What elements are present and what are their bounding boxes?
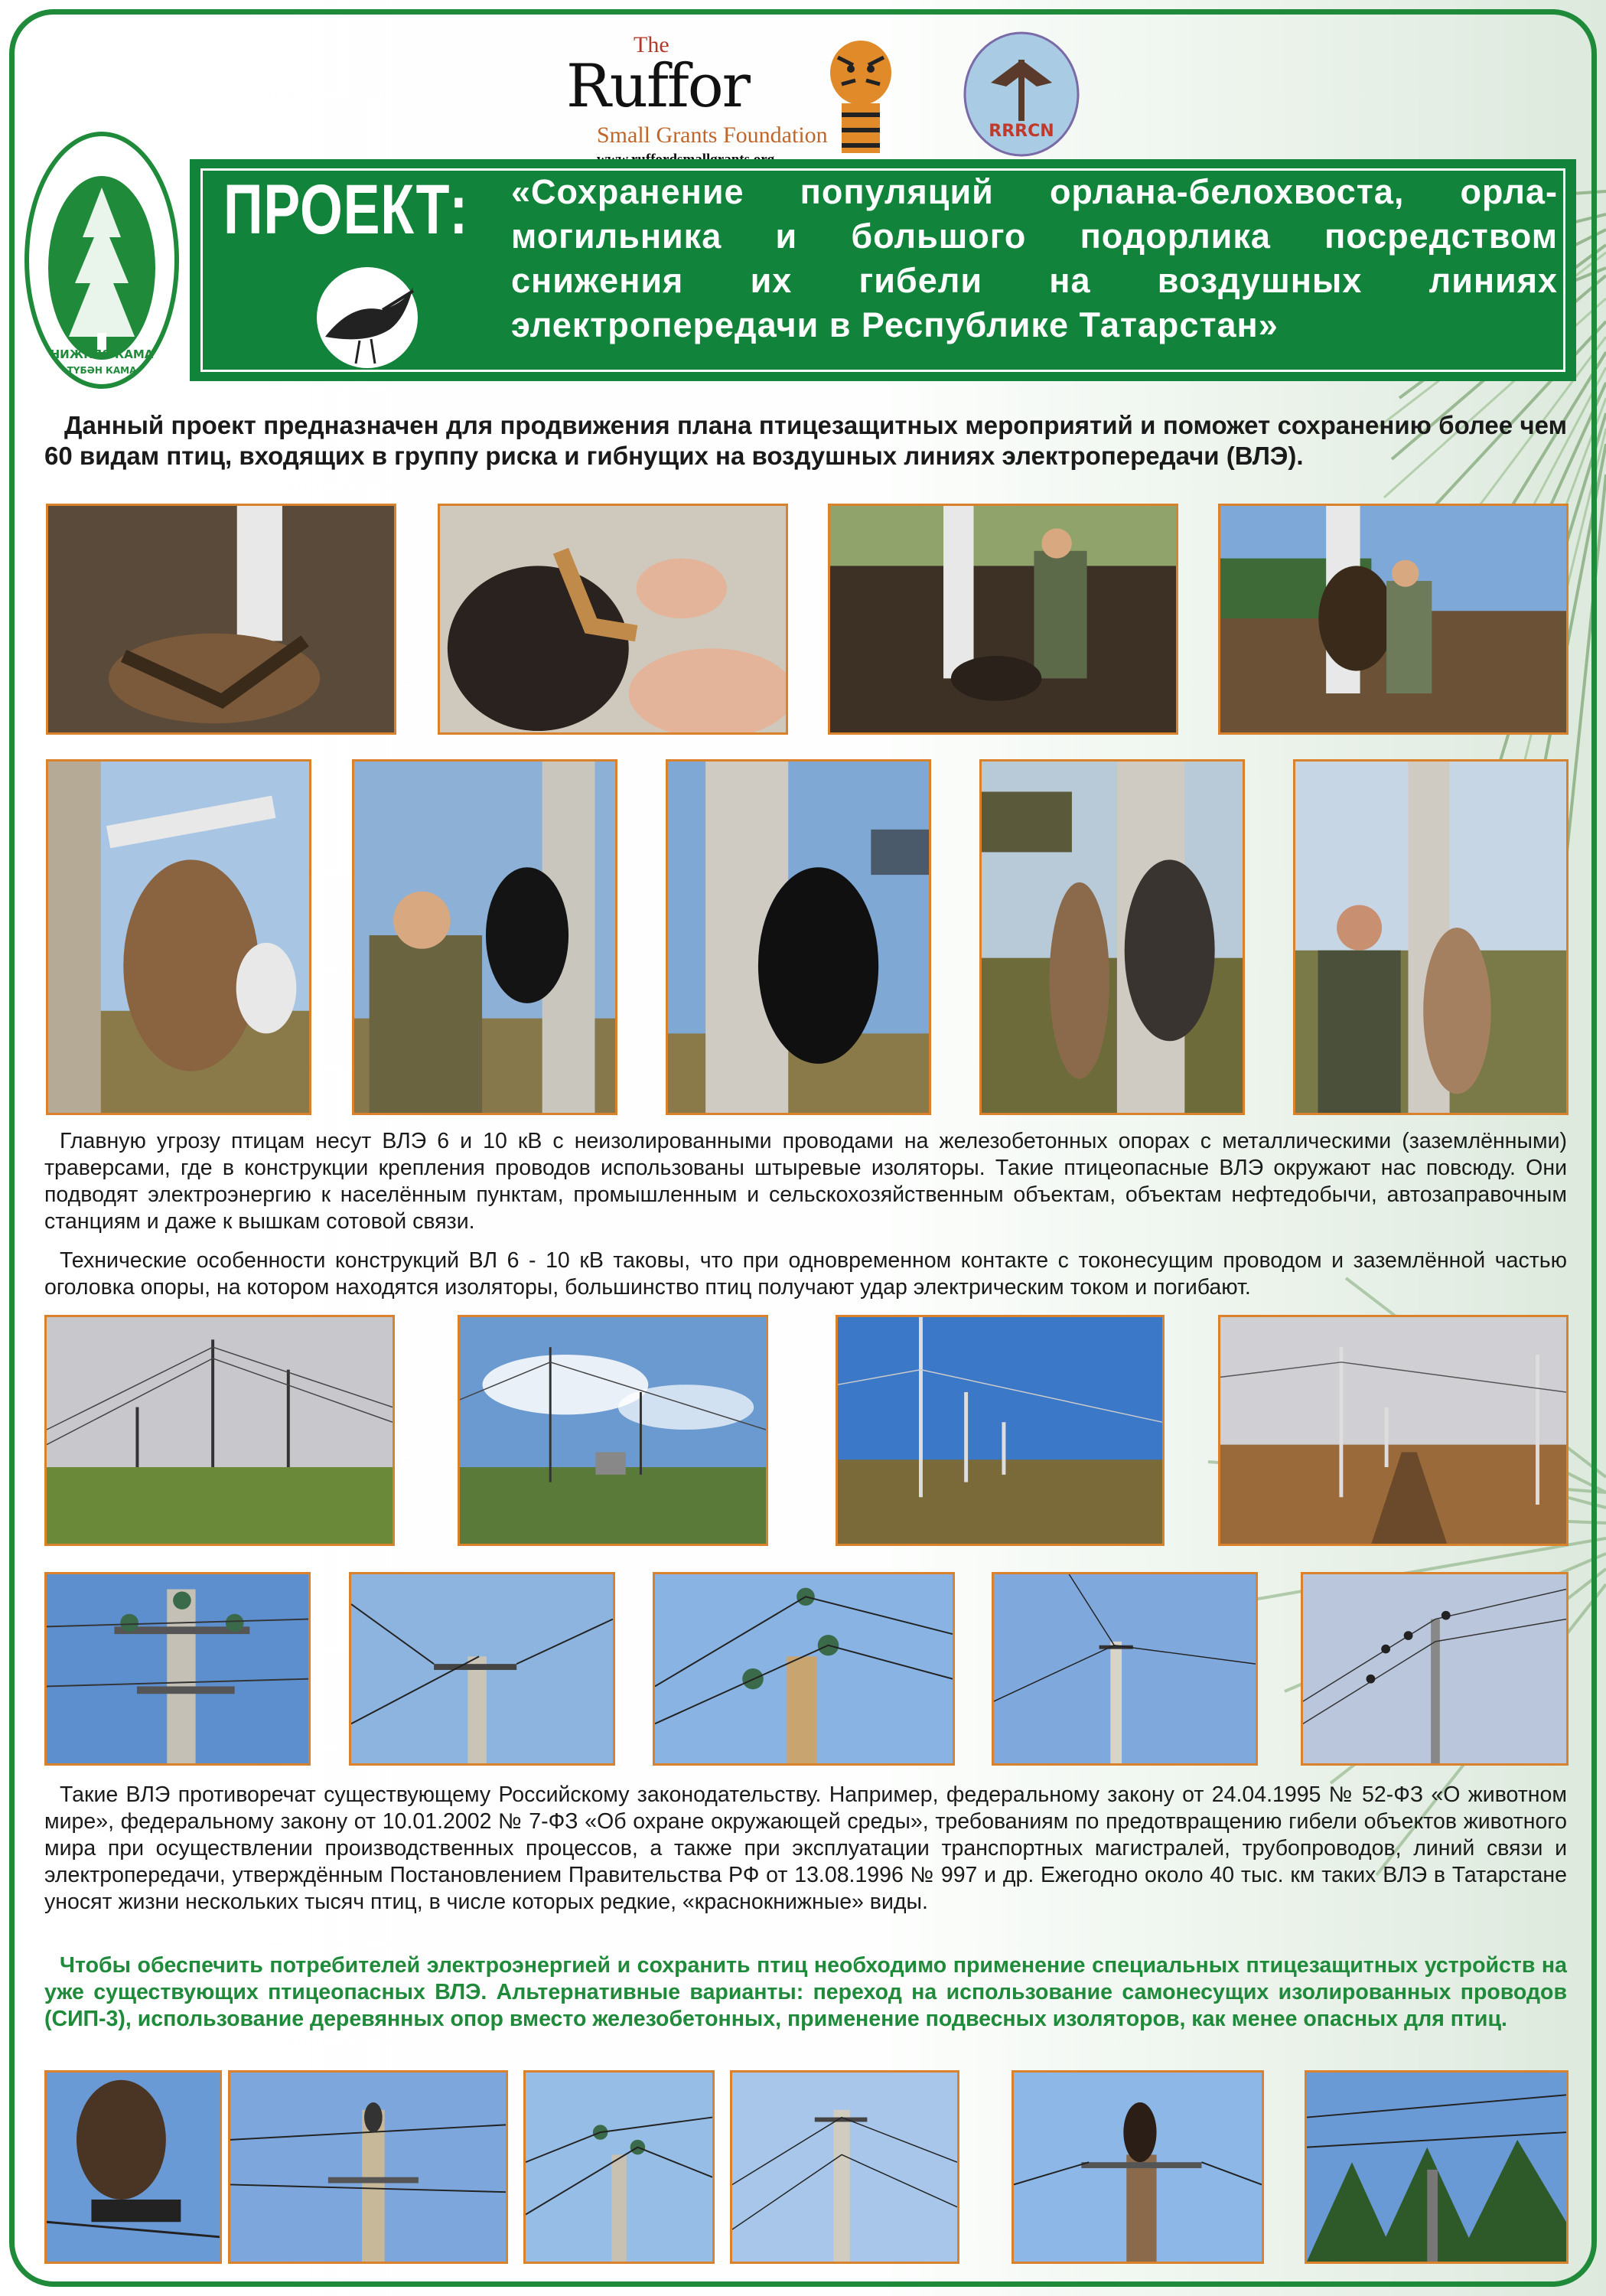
photo-pole-insulators-close (653, 1572, 955, 1766)
photo-buzzard-held-at-pole (46, 759, 311, 1115)
park-name-tatar-text: ТҮБӘН КАМА (67, 365, 137, 376)
tiger-icon (819, 27, 903, 157)
bird-union-logo (291, 256, 444, 371)
project-label: ПРОЕКТ: (223, 171, 469, 249)
photo-rook-held-at-pole (666, 759, 931, 1115)
photo-man-with-buzzard-at-pole (1293, 759, 1569, 1115)
rufford-the: The (634, 32, 669, 57)
rufford-name: Ruffor (566, 52, 749, 121)
paragraph-solutions (44, 1952, 1567, 2033)
photo-man-with-eagle-at-pole (1218, 504, 1569, 735)
park-name-text: НИЖНЯЯ КАМА (50, 347, 154, 361)
paragraph-solutions-text: Чтобы обеспечить потребителей электроэнергией и сохранить птиц необходимо применение специальных птицезащитных устройств на уже существующих птицеопасных ВЛЭ. Альтернативные варианты: переход на использование самонесущих изолированных проводов (СИП-3), использование деревянных опор вместо железобетонных, применение подвесных изоляторов, как менее опасных для птиц. (44, 1953, 1567, 2031)
intro-text-content: Данный проект предназначен для продвижения плана птицезащитных мероприятий и поможет сохранению более чем 60 видам птиц, входящих в группу риска и гибнущих на воздушных линиях электропередачи (ВЛЭ). (44, 411, 1567, 470)
national-park-logo (21, 115, 182, 390)
photo-suspended-insulators (523, 2070, 715, 2264)
photo-pole-wires-sky (349, 1572, 615, 1766)
rufford-subtitle: Small Grants Foundation (597, 122, 828, 148)
photo-man-with-crow-at-pole (352, 759, 617, 1115)
project-title: «Сохранение популяций орлана-белохвоста, орла-могильника и большого подорлика посредством снижения их гибели на воздушных линиях электропередачи в Республике Татарстан» (511, 172, 1558, 344)
paragraph-legislation (44, 1782, 1567, 1916)
photo-pole-head-insulators-1 (44, 1572, 311, 1766)
photo-power-lines-road (1218, 1315, 1569, 1546)
photo-bird-talons-in-hand (438, 504, 788, 735)
photo-dead-bird-at-pole (46, 504, 396, 735)
photo-eagle-on-pole (44, 2070, 222, 2264)
photo-power-lines-green-field (44, 1315, 395, 1546)
photo-eagle-on-wooden-pole (1011, 2070, 1264, 2264)
paragraph-legislation-text: Такие ВЛЭ противоречат существующему Российскому законодательству. Например, федеральному закону от 24.04.1995 № 52-ФЗ «О животном мире», федеральному закону от 10.01.2002 № 7-ФЗ «Об охране окружающей среды», требованиям по предотвращению гибели объектов животного мира при осуществлении производственных процессов, а также при эксплуатации транспортных магистралей, трубопроводов, линий связи и электропередачи, утверждённым Постановлением Правительства РФ от 13.08.1996 № 997 и др. Ежегодно около 40 тыс. км таких ВЛЭ в Татарстане уносят жизни нескольких тысяч птиц, в числе которых редкие, «краснокнижные» виды. (44, 1782, 1567, 1914)
photo-man-holding-bird-at-pole (828, 504, 1178, 735)
photo-two-birds-held-at-pole (979, 759, 1245, 1115)
photo-pole-with-bird-crossarm (228, 2070, 508, 2264)
photo-pole-head-light-sky (730, 2070, 959, 2264)
photo-power-lines-village (458, 1315, 768, 1546)
photo-power-lines-autumn-field (836, 1315, 1165, 1546)
paragraph-threat-text: Главную угрозу птицам несут ВЛЭ 6 и 10 кВ с неизолированными проводами на железобетонных опорах с металлическими (заземлёнными) траверсами, где в конструкции крепления проводов использованы штыревые изоляторы. Такие птицеопасные ВЛЭ окружают нас повсюду. Они подводят электроэнергию к населённым пунктам, промышленным и сельскохозяйственным объектам, объектам нефтедобычи, автозаправочным станциям и даже к вышкам сотовой связи. (44, 1129, 1567, 1234)
paragraph-technical (44, 1247, 1567, 1301)
rrrcn-label: RRRCN (989, 122, 1054, 141)
paragraph-threat (44, 1128, 1567, 1235)
paragraph-technical-text: Технические особенности конструкций ВЛ 6 - 10 кВ таковы, что при одновременном контакте с токонесущим проводом и заземлённой частью оголовка опоры, на котором находятся изоляторы, большинство птиц получают удар электрическим током и погибают. (44, 1248, 1567, 1300)
intro-text (44, 410, 1567, 471)
photo-pole-line-sky (992, 1572, 1258, 1766)
photo-line-with-pine-trees (1305, 2070, 1569, 2264)
photo-birds-on-wires (1301, 1572, 1569, 1766)
rrrcn-logo (960, 29, 1083, 159)
